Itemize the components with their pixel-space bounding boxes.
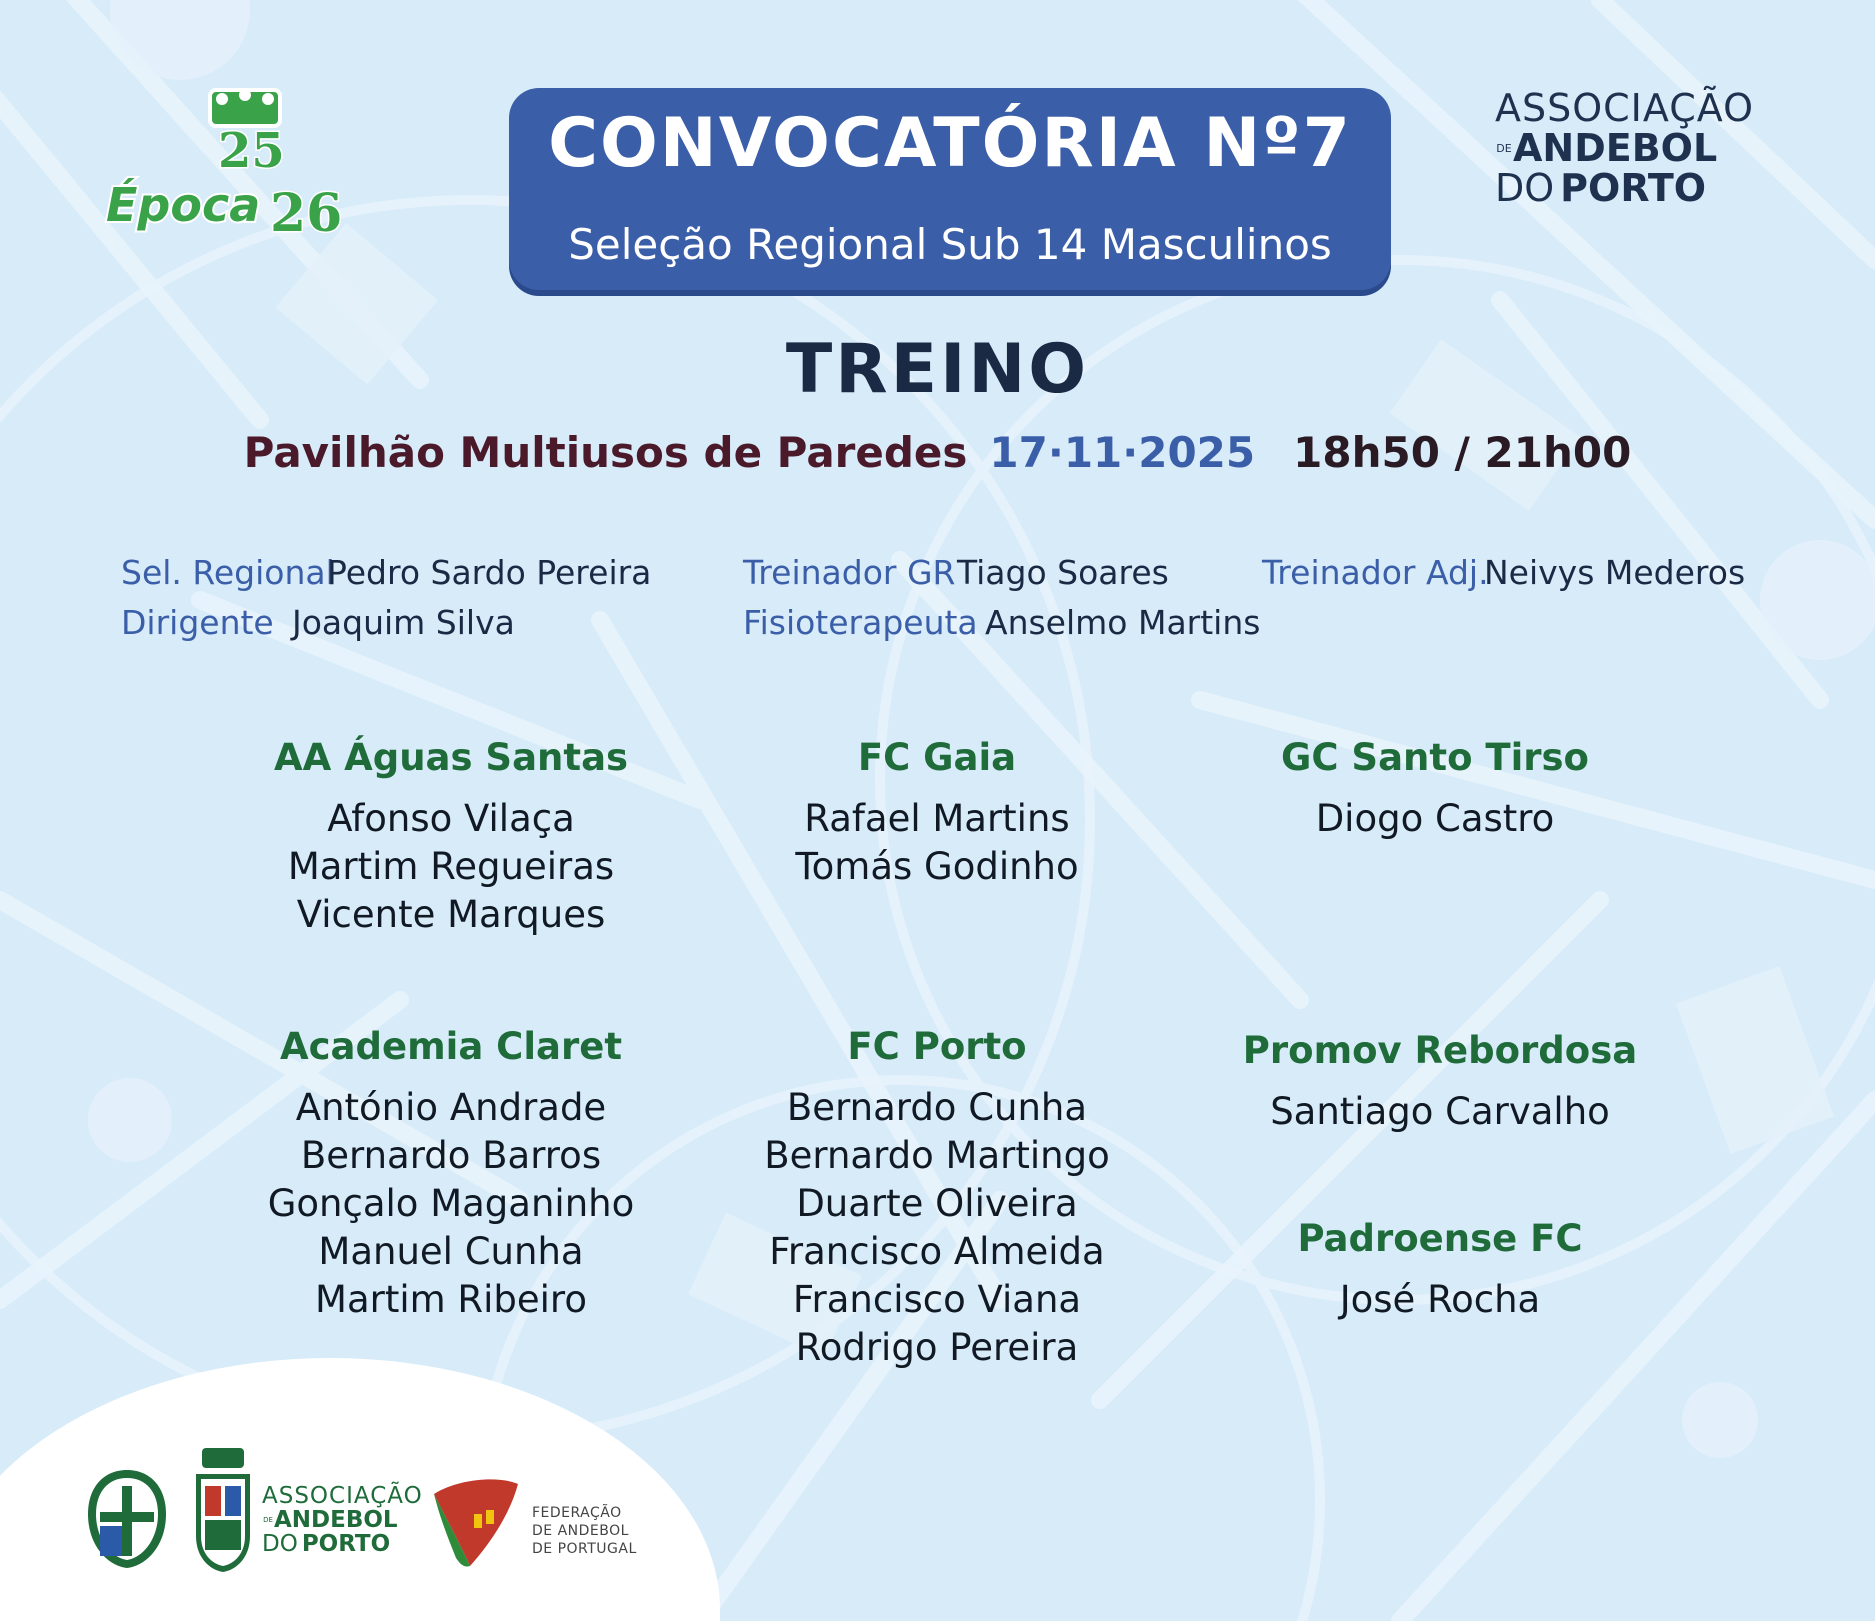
- club-block: [687, 1025, 1187, 1372]
- player-name: Diogo Castro: [1315, 797, 1555, 840]
- staff-role: Treinador GR: [743, 553, 956, 592]
- club-block: [201, 736, 701, 939]
- association-prefix-do: DO: [1495, 166, 1555, 210]
- player-name: José Rocha: [1339, 1278, 1541, 1321]
- footer-association-line2: ANDEBOL: [274, 1507, 398, 1533]
- staff-name: Pedro Sardo Pereira: [327, 553, 652, 592]
- epoca-year-bottom: 26: [270, 183, 343, 244]
- ap-shield-icon: [86, 1468, 168, 1570]
- player-list: [687, 795, 1187, 891]
- staff-name: Anselmo Martins: [985, 603, 1261, 642]
- staff-role: Dirigente: [121, 603, 274, 642]
- club-block: [687, 736, 1187, 891]
- association-prefix-de: DE: [1496, 141, 1512, 155]
- club-block: [1190, 1029, 1690, 1136]
- footer-association-logo: [262, 1484, 442, 1556]
- club-block: [1190, 1217, 1690, 1324]
- federation-line2: DE ANDEBOL: [532, 1523, 629, 1539]
- player-name: Afonso Vilaça: [327, 797, 575, 840]
- association-crest-icon: [192, 1446, 254, 1574]
- association-logo-top: [1495, 88, 1795, 208]
- player-list: [1190, 1276, 1690, 1324]
- player-list: [1190, 1088, 1690, 1136]
- player-name: Gonçalo Maganinho: [267, 1182, 635, 1225]
- player-name: Martim Ribeiro: [315, 1278, 587, 1321]
- player-list: [1185, 795, 1685, 843]
- player-name: Bernardo Barros: [300, 1134, 602, 1177]
- staff-role: Fisioterapeuta: [743, 603, 978, 642]
- player-name: Martim Regueiras: [287, 845, 615, 888]
- header-subtitle: Seleção Regional Sub 14 Masculinos: [568, 220, 1332, 269]
- player-list: [687, 1084, 1187, 1372]
- footer-association-prefix-do: DO: [262, 1531, 298, 1557]
- association-line3: PORTO: [1560, 166, 1707, 210]
- footer-association-line1: ASSOCIAÇÃO: [262, 1483, 423, 1509]
- player-name: Duarte Oliveira: [796, 1182, 1078, 1225]
- staff-role: Treinador Adj.: [1262, 553, 1489, 592]
- player-name: Tomás Godinho: [795, 845, 1079, 888]
- club-block: [1185, 736, 1685, 843]
- player-name: Bernardo Martingo: [764, 1134, 1110, 1177]
- federation-text: [532, 1504, 672, 1558]
- session-title: TREINO: [785, 330, 1090, 409]
- session-date: 17·11·2025: [989, 428, 1256, 477]
- federation-line3: DE PORTUGAL: [532, 1541, 637, 1557]
- player-name: António Andrade: [295, 1086, 607, 1129]
- player-name: Rodrigo Pereira: [795, 1326, 1079, 1369]
- player-list: [201, 795, 701, 939]
- player-name: Francisco Viana: [792, 1278, 1082, 1321]
- player-name: Rafael Martins: [804, 797, 1070, 840]
- association-line2: ANDEBOL: [1513, 126, 1718, 170]
- club-block: [201, 1025, 701, 1324]
- club-name: Padroense FC: [1297, 1217, 1583, 1260]
- club-name: GC Santo Tirso: [1281, 736, 1589, 779]
- association-line1: ASSOCIAÇÃO: [1495, 86, 1754, 130]
- player-name: Francisco Almeida: [769, 1230, 1105, 1273]
- club-name: FC Gaia: [857, 736, 1017, 779]
- player-name: Manuel Cunha: [318, 1230, 584, 1273]
- player-list: [201, 1084, 701, 1324]
- federation-line1: FEDERAÇÃO: [532, 1505, 622, 1521]
- epoca-year-top: 25: [218, 123, 285, 179]
- epoca-label: Época: [106, 178, 261, 232]
- staff-name: Tiago Soares: [957, 553, 1169, 592]
- staff-role: Sel. Regional: [121, 553, 335, 592]
- footer-association-prefix-de: DE: [263, 1515, 273, 1524]
- staff-name: Joaquim Silva: [292, 603, 515, 642]
- federation-logo-icon: [430, 1474, 522, 1570]
- player-name: Vicente Marques: [296, 893, 606, 936]
- header-title: CONVOCATÓRIA Nº7: [548, 104, 1352, 183]
- session-details: [0, 428, 1875, 477]
- crown-icon: [210, 89, 280, 126]
- epoca-logo: [100, 85, 360, 255]
- player-name: Bernardo Cunha: [786, 1086, 1088, 1129]
- club-name: AA Águas Santas: [273, 736, 629, 779]
- footer-association-line3: PORTO: [301, 1531, 391, 1557]
- club-name: FC Porto: [847, 1025, 1027, 1068]
- session-venue: Pavilhão Multiusos de Paredes: [243, 428, 968, 477]
- staff-name: Neivys Mederos: [1484, 553, 1746, 592]
- club-name: Promov Rebordosa: [1242, 1029, 1638, 1072]
- session-time: 18h50 / 21h00: [1293, 428, 1632, 477]
- club-name: Academia Claret: [279, 1025, 623, 1068]
- player-name: Santiago Carvalho: [1270, 1090, 1610, 1133]
